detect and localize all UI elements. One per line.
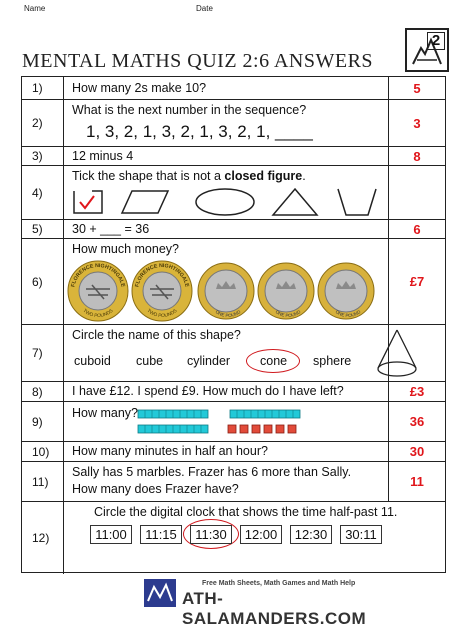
answer xyxy=(389,166,445,219)
coin-value-text: TWO POUNDS xyxy=(145,308,179,320)
question-number: 12) xyxy=(22,502,64,574)
answer: 11 xyxy=(410,474,424,489)
question-number: 9) xyxy=(22,402,64,441)
coin-value-text: ONE POUND xyxy=(214,309,242,319)
footer-tagline: Free Math Sheets, Math Games and Math Help xyxy=(202,580,356,587)
question-text: Tick the shape that is not a xyxy=(72,169,221,183)
answer: 8 xyxy=(413,148,421,164)
date-label: Date xyxy=(196,4,213,13)
open-trapezoid-shape xyxy=(334,187,378,217)
question-row-11 xyxy=(22,462,445,502)
quiz-table xyxy=(21,76,446,573)
question-text: What is the next number in the sequence? xyxy=(72,103,307,117)
option-cone: cone xyxy=(260,354,288,368)
option-cylinder: cylinder xyxy=(187,354,231,368)
answer: 3 xyxy=(413,115,421,131)
answer: £3 xyxy=(409,384,425,399)
grade-badge: 2 xyxy=(427,32,445,50)
question-row-3 xyxy=(22,147,445,166)
coin-value-text: TWO POUNDS xyxy=(81,308,115,320)
question-punctuation: . xyxy=(302,169,306,183)
answer: 5 xyxy=(413,80,421,96)
question-text: 30 + ___ = 36 xyxy=(72,222,150,236)
answer xyxy=(389,325,445,381)
question-number: 5) xyxy=(22,220,64,238)
name-label: Name xyxy=(24,4,46,13)
unit-cube-block xyxy=(228,425,236,433)
unit-cube-block xyxy=(276,425,284,433)
question-text: I have £12. I spend £9. How much do I have left? xyxy=(72,384,344,398)
triangle-shape xyxy=(271,187,319,217)
question-row-5 xyxy=(22,220,445,239)
option-cube: cube xyxy=(136,354,164,368)
oval-shape xyxy=(194,187,256,217)
answer: 36 xyxy=(409,414,425,429)
question-number: 7) xyxy=(22,325,64,381)
open-figure-tick-shape xyxy=(72,187,104,215)
coins-group xyxy=(66,259,386,323)
question-row-8 xyxy=(22,382,445,402)
question-number: 10) xyxy=(22,442,64,461)
answer: 6 xyxy=(413,221,421,237)
question-text: How many does Frazer have? xyxy=(72,482,239,496)
number-sequence: 1, 3, 2, 1, 3, 2, 1, 3, 2, 1, ____ xyxy=(86,122,313,141)
unit-cube-block xyxy=(240,425,248,433)
math-salamanders-logo xyxy=(405,28,449,72)
one-pound-coin-icon xyxy=(258,263,314,319)
digital-clock-1230: 12:30 xyxy=(290,525,332,544)
question-text: Sally has 5 marbles. Frazer has 6 more than Sally. xyxy=(72,465,352,479)
question-text: Circle the name of this shape? xyxy=(72,328,241,342)
coin-inscription: FLORENCE NIGHTINGALE xyxy=(70,262,126,288)
parallelogram-shape xyxy=(120,189,170,215)
question-row-4 xyxy=(22,166,445,220)
question-row-2 xyxy=(22,100,445,147)
one-pound-coin-icon xyxy=(318,263,374,319)
question-row-1 xyxy=(22,77,445,100)
coin-value-text: ONE POUND xyxy=(274,309,302,319)
one-pound-coin-icon xyxy=(198,263,254,319)
salamander-logo-icon xyxy=(142,577,178,609)
answer: £7 xyxy=(409,274,425,289)
question-text: Circle the digital clock that shows the time half-past 11. xyxy=(94,505,398,519)
digital-clock-1100: 11:00 xyxy=(90,525,132,544)
option-sphere: sphere xyxy=(313,354,352,368)
question-text: How many minutes in half an hour? xyxy=(72,444,268,458)
question-number: 8) xyxy=(22,382,64,401)
two-pound-coin-icon xyxy=(68,261,128,321)
footer-brand: ATH-SALAMANDERS.COM xyxy=(182,589,367,628)
unit-cube-block xyxy=(252,425,260,433)
question-number: 2) xyxy=(22,100,64,146)
question-row-6 xyxy=(22,239,445,325)
question-text: 12 minus 4 xyxy=(72,149,134,163)
question-row-7 xyxy=(22,325,445,382)
option-cuboid: cuboid xyxy=(74,354,111,368)
footer xyxy=(140,575,370,628)
unit-cube-block xyxy=(264,425,272,433)
question-text: How many? xyxy=(72,406,138,420)
question-emphasis: closed figure xyxy=(224,169,303,183)
digital-clock-1200: 12:00 xyxy=(240,525,282,544)
question-row-9 xyxy=(22,402,445,442)
digital-clock-1115: 11:15 xyxy=(140,525,182,544)
question-row-10 xyxy=(22,442,445,462)
question-number: 4) xyxy=(22,166,64,219)
question-number: 11) xyxy=(22,462,64,501)
coin-inscription: FLORENCE NIGHTINGALE xyxy=(134,262,190,288)
question-number: 6) xyxy=(22,239,64,324)
unit-cube-block xyxy=(288,425,296,433)
coin-value-text: ONE POUND xyxy=(334,309,362,319)
answer: 30 xyxy=(409,444,425,459)
digital-clock-3011: 30:11 xyxy=(340,525,382,544)
base-ten-blocks xyxy=(136,408,346,438)
question-text: How many 2s make 10? xyxy=(72,81,207,95)
digital-clock-1130: 11:30 xyxy=(190,525,232,544)
question-number: 3) xyxy=(22,147,64,165)
question-number: 1) xyxy=(22,77,64,99)
two-pound-coin-icon xyxy=(132,261,192,321)
question-row-12 xyxy=(22,502,445,574)
question-text: How much money? xyxy=(72,242,179,256)
page-title: MENTAL MATHS QUIZ 2:6 ANSWERS xyxy=(22,50,374,72)
